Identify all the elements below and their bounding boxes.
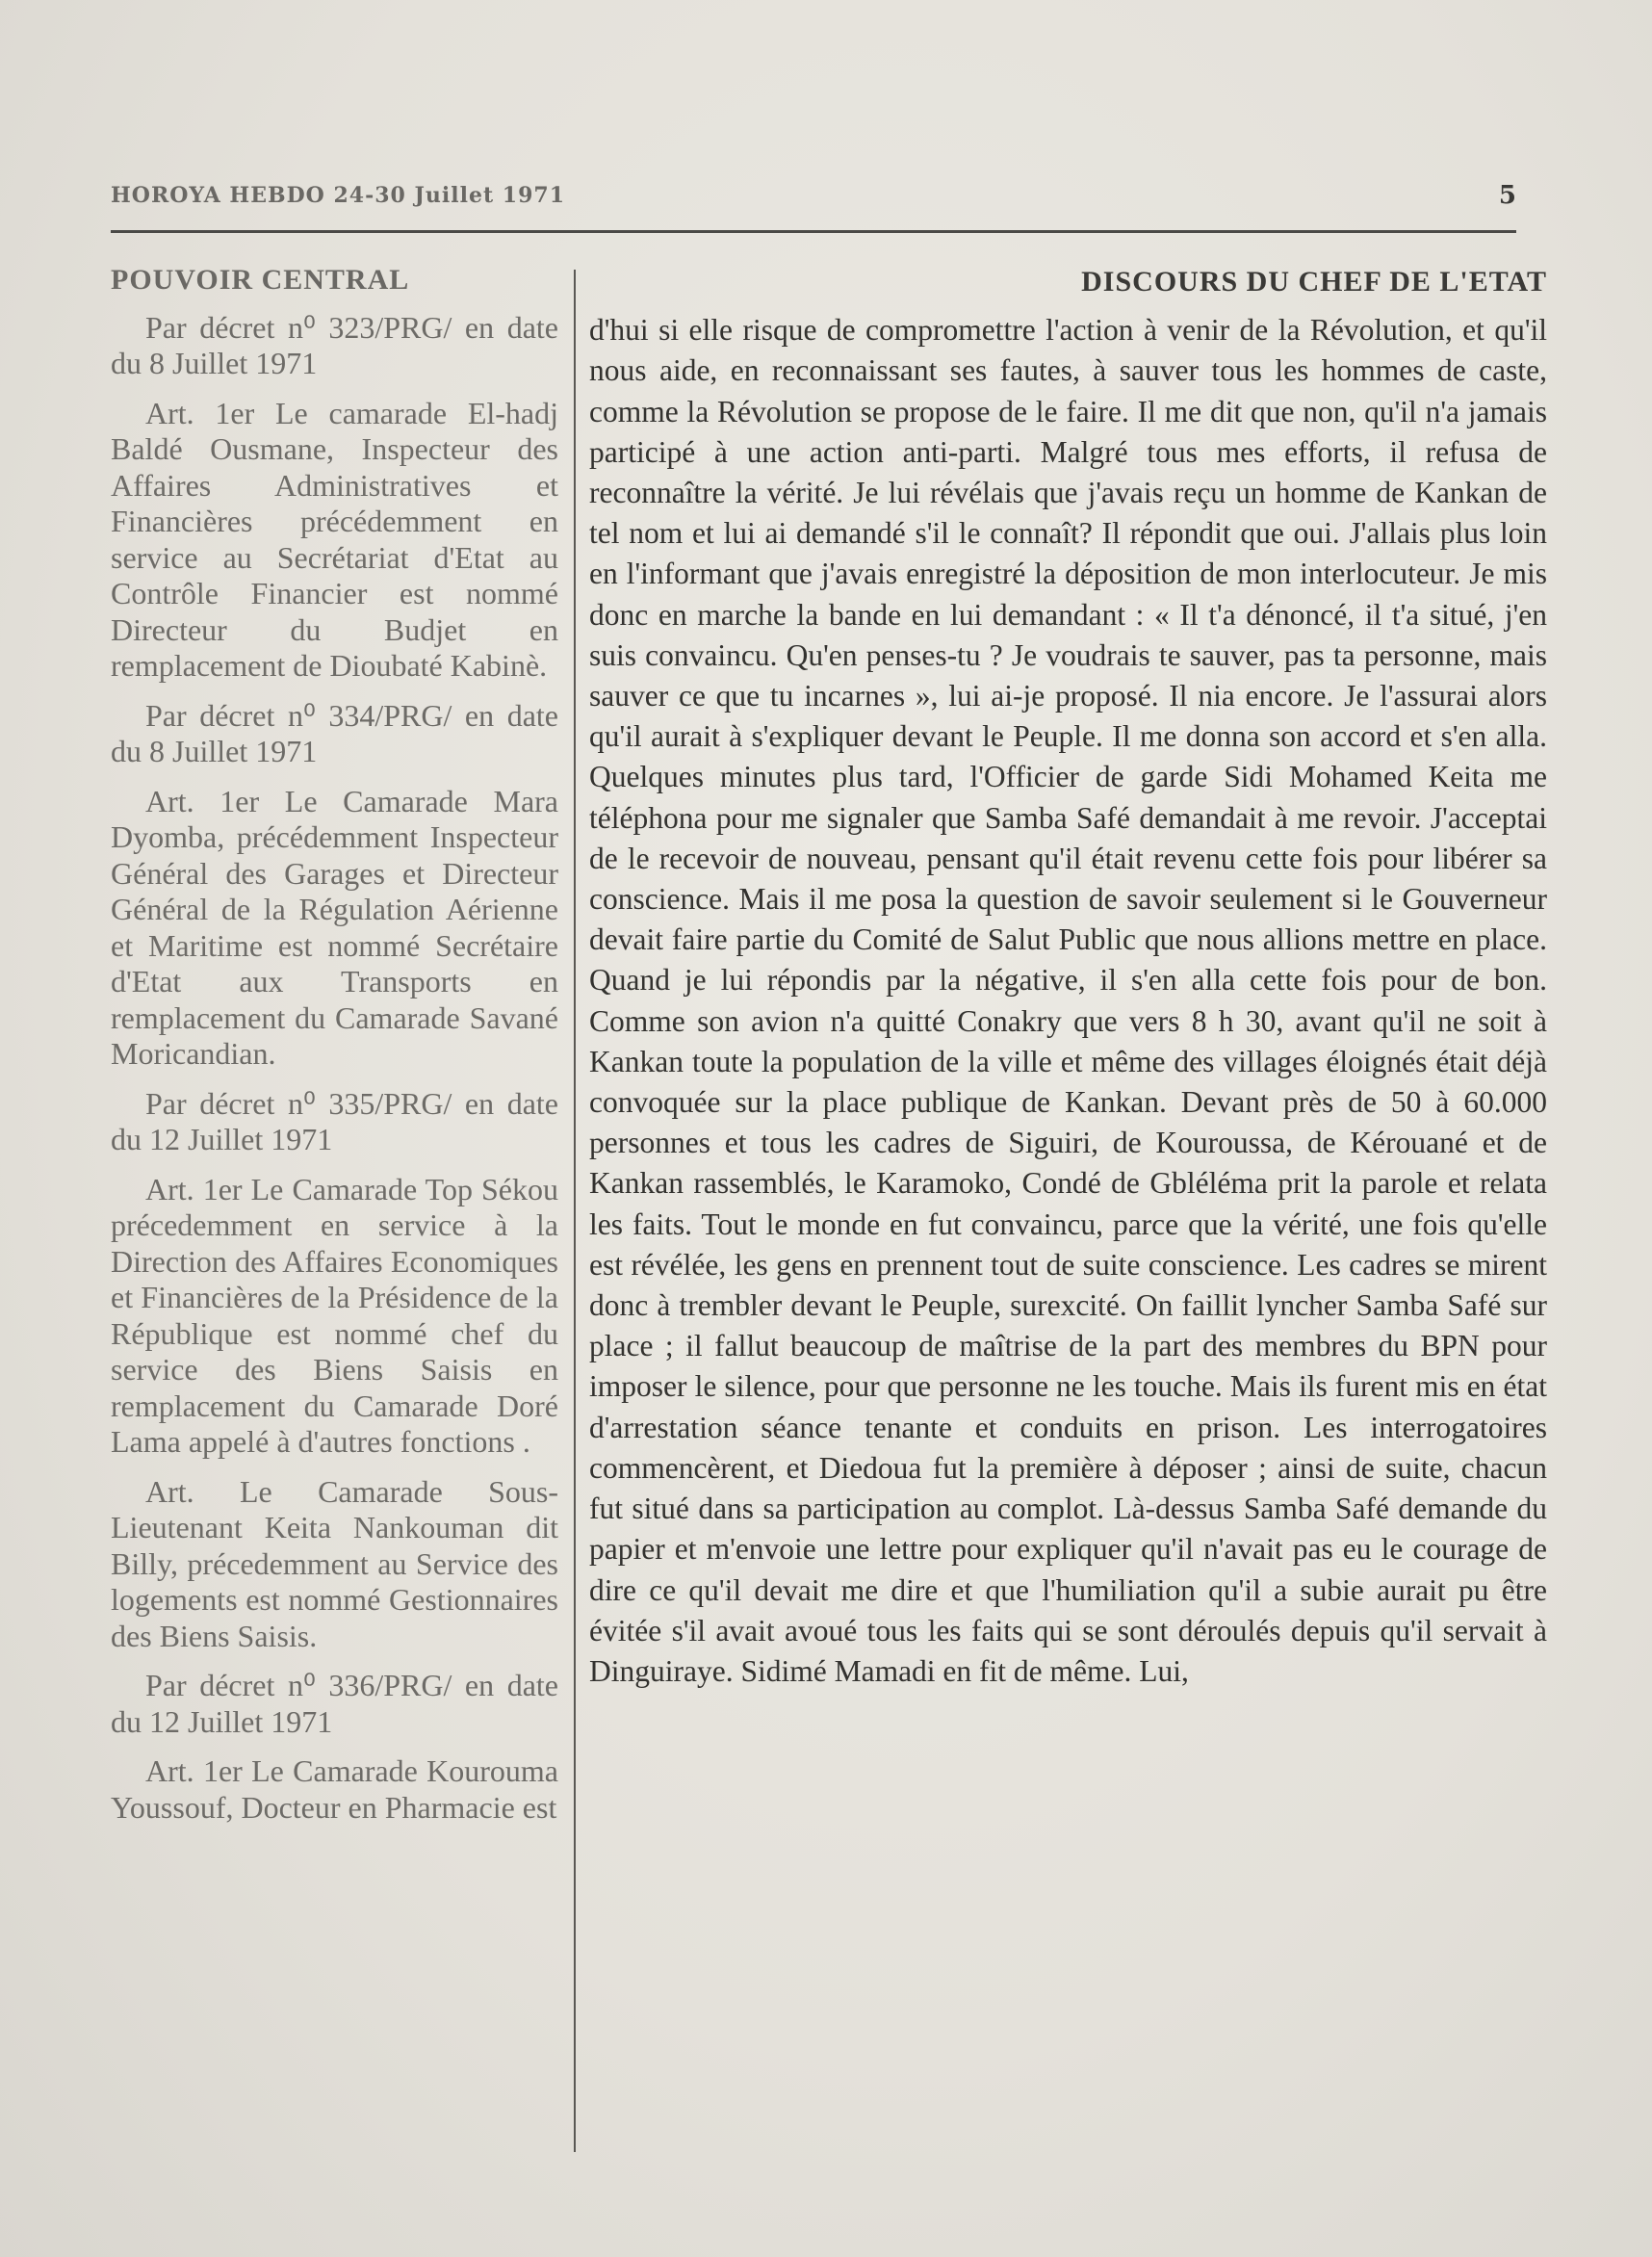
page-header (111, 173, 1516, 231)
publication-line: HOROYA HEBDO 24-30 Juillet 1971 (111, 183, 566, 208)
decree-heading: Par décret n⁰ 335/PRG/ en date du 12 Juillet 1971 (111, 1085, 558, 1156)
decree-heading: Par décret n⁰ 323/PRG/ en date du 8 Juillet 1971 (111, 309, 558, 380)
left-column (111, 262, 558, 2159)
decree-article: Art. 1er Le Camarade Top Sékou précedemment en service à la Direction des Affaires Economiques et Financières de la Présidence de la République est nommé chef du service des Biens Saisis en remplacement du Camarade Doré Lama appelé à d'autres fonctions . (111, 1171, 558, 1459)
right-column-title: DISCOURS DU CHEF DE L'ETAT (1081, 266, 1547, 298)
decree-heading: Par décret n⁰ 336/PRG/ en date du 12 Juillet 1971 (111, 1668, 558, 1739)
decree-article: Art. Le Camarade Sous-Lieutenant Keita Nankouman dit Billy, précedemment au Service des logements est nommé Gestionnaires des Biens Saisis. (111, 1473, 558, 1653)
decree-article: Art. 1er Le Camarade Kourouma Youssouf, Docteur en Pharmacie est (111, 1753, 558, 1825)
page-number: 5 (1498, 181, 1516, 210)
right-column (589, 262, 1547, 2159)
decree-heading: Par décret n⁰ 334/PRG/ en date du 8 Juillet 1971 (111, 697, 558, 768)
speech-body: d'hui si elle risque de compromettre l'action à venir de la Révolution, et qu'il nous aide, en reconnaissant ses fautes, à sauver tous les hommes de caste, comme la Révolution se propose de le faire. Il me dit que non, qu'il n'a jamais participé à une action anti-parti. Malgré tous mes efforts, il refusa de reconnaître la vérité. Je lui révélais que j'avais reçu un homme de Kankan de tel nom et lui ai demandé s'il le connaît? Il répondit que oui. J'allais plus loin en l'informant que j'avais enregistré la déposition de mon interlocuteur. Je mis donc en marche la bande en lui demandant : « Il t'a dénoncé, il t'a situé, j'en suis convaincu. Qu'en penses-tu ? Je voudrais te sauver, pas ta personne, mais sauver ce que tu incarnes », lui ai-je proposé. Il nia encore. Je l'assurai alors qu'il aurait à s'expliquer devant le Peuple. Il me donna son accord et s'en alla. Quelques minutes plus tard, l'Officier de garde Sidi Mohamed Keita me téléphona pour me signaler que Samba Safé demandait à me revoir. J'acceptai de le recevoir de nouveau, pensant qu'il était revenu cette fois pour libérer sa conscience. Mais il me posa la question de savoir seulement si le Gouverneur devait faire partie du Comité de Salut Public que nous allions mettre en place. Quand je lui répondis par la négative, il s'en alla cette fois pour de bon. Comme son avion n'a quitté Conakry que vers 8 h 30, avant qu'il ne soit à Kankan toute la population de la ville et même des villages éloignés était déjà convoquée sur la place publique de Kankan. Devant près de 50 à 60.000 personnes et tous les cadres de Siguiri, de Kouroussa, de Kérouané et de Kankan rassemblés, le Karamoko, Condé de Gbléléma prit la parole et relata les faits. Tout le monde en fut convaincu, parce que la vérité, une fois qu'elle est révélée, les gens en prennent tout de suite conscience. Les cadres se mirent donc à trembler devant le Peuple, surexcité. On faillit lyncher Samba Safé sur place ; il fallut beaucoup de maîtrise de la part des membres du BPN pour imposer le silence, pour que personne ne les touche. Mais ils furent mis en état d'arrestation séance tenante et conduits en prison. Les interrogatoires commencèrent, et Diedoua fut la première à déposer ; ainsi de suite, chacun fut situé dans sa participation au complot. Là-dessus Samba Safé demande du papier et m'envoie une lettre pour expliquer qu'il n'avait pas eu le courage de dire ce qu'il devait me dire et que l'humiliation qu'il a subie aurait pu être évitée s'il avait avoué tous les faits qui se sont déroulés depuis qu'il servait à Dinguiraye. Sidimé Mamadi en fit de même. Lui, (589, 313, 1547, 1688)
column-divider (574, 270, 576, 2152)
decree-article: Art. 1er Le camarade El-hadj Baldé Ousmane, Inspecteur des Affaires Administratives et Financières précédemment en service au Secrétariat d'Etat au Contrôle Financier est nommé Directeur du Budjet en remplacement de Dioubaté Kabinè. (111, 395, 558, 683)
left-column-title: POUVOIR CENTRAL (111, 264, 410, 296)
header-rule (111, 230, 1516, 233)
decree-article: Art. 1er Le Camarade Mara Dyomba, précédemment Inspecteur Général des Garages et Directeur Général de la Régulation Aérienne et Maritime est nommé Secrétaire d'Etat aux Transports en remplacement du Camarade Savané Moricandian. (111, 783, 558, 1071)
